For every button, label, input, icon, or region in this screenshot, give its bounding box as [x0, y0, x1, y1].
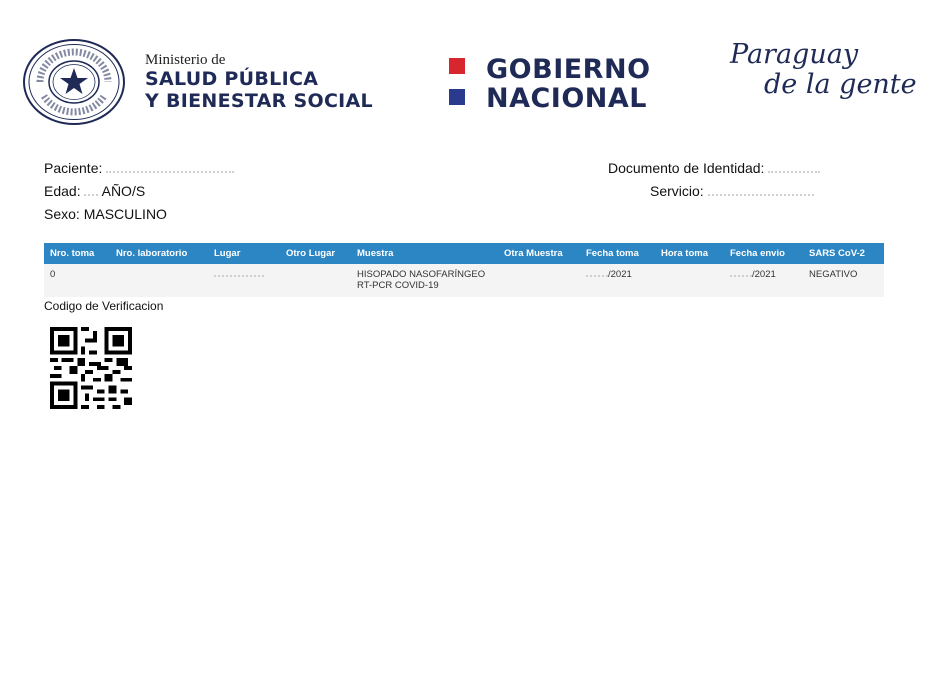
cell-fecha-toma	[580, 264, 655, 297]
redacted-lugar	[214, 269, 264, 277]
fecha-toma-suffix: /2021	[608, 269, 632, 280]
col-fecha-toma: Fecha toma	[580, 243, 655, 264]
republic-seal-logo	[22, 38, 126, 126]
col-otro-lugar: Otro Lugar	[280, 243, 351, 264]
col-fecha-envio: Fecha envio	[724, 243, 803, 264]
redacted-document	[768, 161, 820, 173]
redacted-name	[106, 161, 234, 173]
ministry-line-3: Y BIENESTAR SOCIAL	[145, 90, 373, 112]
qr-code-icon	[50, 327, 132, 409]
cell-muestra	[351, 264, 498, 297]
ministry-line-2: SALUD PÚBLICA	[145, 68, 319, 90]
redacted-age	[84, 184, 98, 196]
table-header-row	[44, 243, 884, 264]
documento-field	[608, 160, 820, 176]
muestra-line-2: RT-PCR COVID-19	[357, 280, 439, 291]
col-hora-toma: Hora toma	[655, 243, 724, 264]
redacted-fecha-envio	[730, 269, 752, 277]
cell-nro-laboratorio	[110, 264, 208, 297]
cell-lugar	[208, 264, 280, 297]
servicio-field	[650, 183, 814, 199]
cell-nro-toma: 0	[44, 264, 110, 297]
col-muestra: Muestra	[351, 243, 498, 264]
paraguay-de-la-gente-logo	[730, 40, 917, 100]
redacted-service	[708, 184, 814, 196]
redacted-fecha-toma	[586, 269, 608, 277]
edad-unit: AÑO/S	[101, 183, 146, 199]
col-lugar: Lugar	[208, 243, 280, 264]
gobierno-text: GOBIERNO	[486, 54, 651, 85]
cell-otra-muestra	[498, 264, 580, 297]
ministry-line-1: Ministerio de	[145, 52, 226, 68]
results-table	[44, 243, 884, 297]
red-square-icon	[449, 58, 465, 74]
col-nro-toma: Nro. toma	[44, 243, 110, 264]
cell-otro-lugar	[280, 264, 351, 297]
documento-label: Documento de Identidad:	[608, 160, 765, 176]
col-otra-muestra: Otra Muestra	[498, 243, 580, 264]
paraguay-text: Paraguay	[730, 39, 859, 70]
ministry-logo	[145, 52, 373, 112]
edad-label: Edad:	[44, 183, 81, 199]
servicio-label: Servicio:	[650, 183, 704, 199]
paciente-label: Paciente:	[44, 160, 103, 176]
nacional-text: NACIONAL	[486, 83, 648, 114]
cell-hora-toma	[655, 264, 724, 297]
sexo-field	[44, 206, 167, 222]
table-row	[44, 264, 884, 297]
sexo-label: Sexo:	[44, 206, 80, 222]
muestra-line-1: HISOPADO NASOFARÍNGEO	[357, 269, 486, 280]
edad-field	[44, 183, 145, 199]
col-sars-cov-2: SARS CoV-2	[803, 243, 884, 264]
cell-resultado: NEGATIVO	[803, 264, 884, 297]
paciente-field	[44, 160, 234, 176]
cell-fecha-envio	[724, 264, 803, 297]
de-la-gente-text: de la gente	[764, 69, 917, 100]
blue-square-icon	[449, 89, 465, 105]
fecha-envio-suffix: /2021	[752, 269, 776, 280]
col-nro-laboratorio: Nro. laboratorio	[110, 243, 208, 264]
sexo-value: MASCULINO	[83, 206, 167, 222]
verification-label: Codigo de Verificacion	[44, 299, 164, 313]
